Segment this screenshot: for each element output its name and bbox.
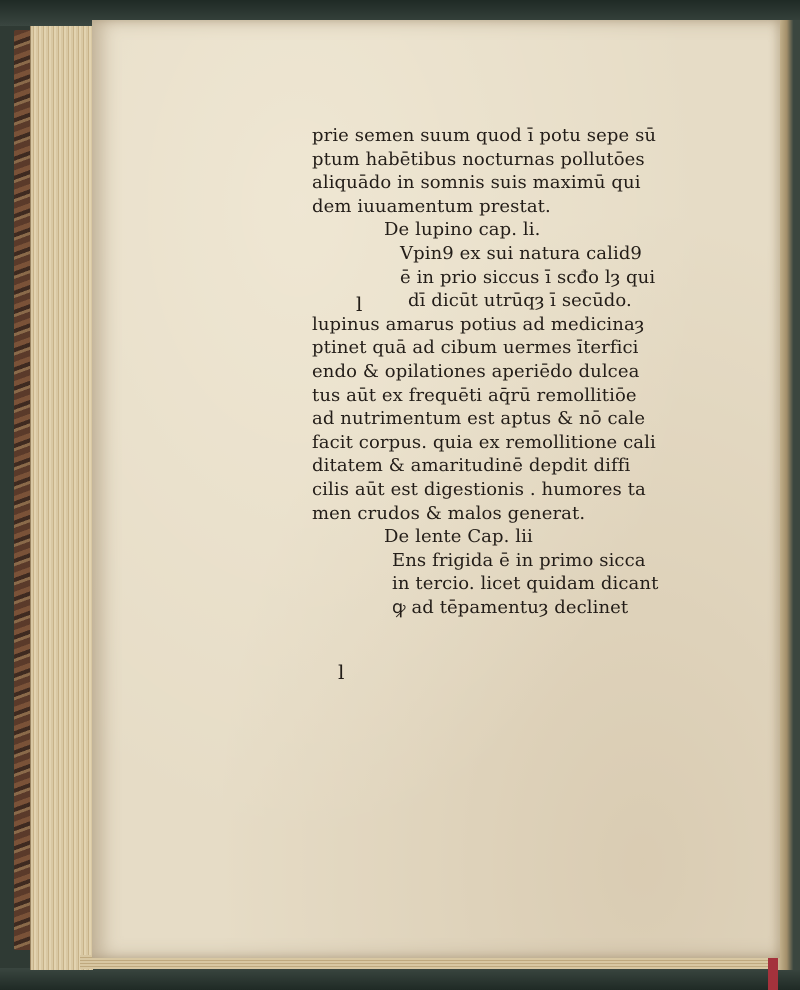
text-line: prie semen suum quod ī potu sepe sū — [312, 125, 657, 146]
text-line: facit corpus. quia ex remollitione cali — [312, 431, 656, 453]
page-stack-edge — [30, 26, 93, 970]
text-line: dem iuuamentum prestat. — [312, 195, 551, 217]
text-line: Ens frigida ē in primo sicca — [392, 549, 646, 571]
text-line: ē in prio siccus ī scđo lȝ qui — [400, 266, 656, 288]
text-line: ad nutrimentum est aptus & nō cale — [312, 408, 646, 430]
text-line: cilis aūt est digestionis . humores ta — [312, 478, 646, 500]
text-line: ꝙ ad tēpamentuȝ declinet — [392, 596, 629, 618]
text-line: dī dicūt utrūqȝ ī secūdo. — [408, 290, 632, 312]
text-line: Vpin9 ex sui natura calid9 — [400, 242, 642, 264]
chapter-heading: De lupino cap. li. — [384, 219, 541, 241]
text-line: men crudos & malos generat. — [312, 502, 586, 524]
text-line: lupinus amarus potius ad medicinaȝ — [312, 313, 645, 335]
chapter-heading: De lente Cap. lii — [384, 526, 533, 548]
text-line: ptinet quā ad cibum uermes īterfici — [312, 337, 639, 359]
book-right-edge — [778, 20, 800, 970]
page-text — [312, 124, 702, 619]
text-line: tus aūt ex frequēti aq̄rū remollitiōe — [312, 384, 637, 406]
text-line: endo & opilationes aperiēdo dulcea — [312, 360, 640, 382]
text-line: in tercio. licet quidam dicant — [392, 573, 659, 595]
initial-guide-letter: l — [356, 292, 363, 316]
backdrop — [0, 968, 800, 990]
initial-guide-letter: l — [338, 660, 345, 684]
text-line: aliquādo in somnis suis maximū qui — [312, 172, 641, 194]
text-line: ptum habētibus nocturnas pollutōes — [312, 148, 645, 170]
text-line: ditatem & amaritudinē depdit diffi — [312, 455, 631, 477]
